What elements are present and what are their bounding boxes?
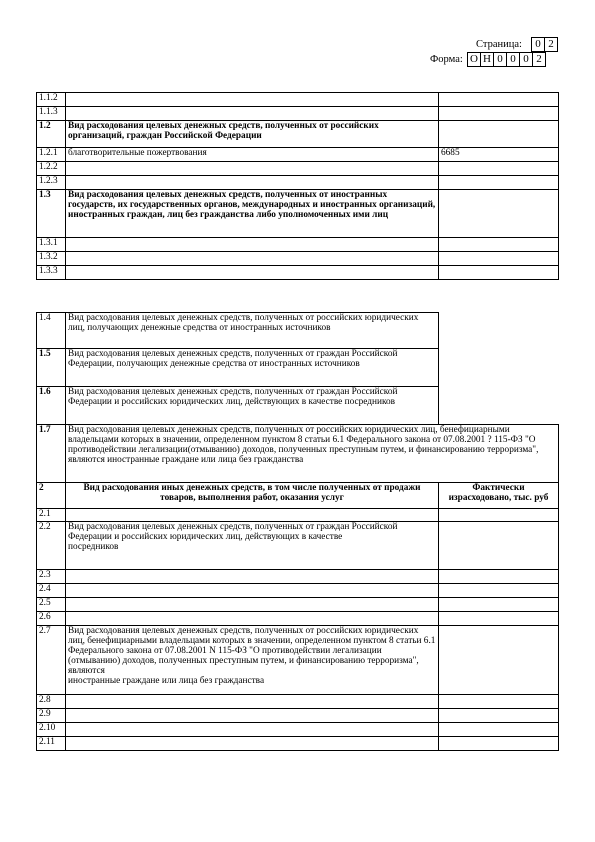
table-row — [37, 93, 559, 107]
table-row — [37, 584, 559, 598]
expenses-table-1 — [36, 92, 559, 280]
table-row — [37, 162, 559, 176]
row-code: 1.2.3 — [37, 176, 66, 190]
row-value — [439, 190, 559, 238]
row-value — [439, 121, 559, 148]
row-value — [439, 598, 559, 612]
row-code: 1.3.3 — [37, 266, 66, 280]
row-code: 2.5 — [37, 598, 66, 612]
row-code: 2.10 — [37, 723, 66, 737]
table-row — [37, 387, 559, 425]
value-column-title: Фактически израсходовано, тыс. руб — [439, 483, 559, 509]
row-text: благотворительные пожертвования — [66, 148, 439, 162]
table-row — [37, 266, 559, 280]
row-text — [66, 723, 439, 737]
table-row — [37, 626, 559, 695]
table-row — [37, 176, 559, 190]
section-title: Вид расходования иных денежных средств, в том числе полученных от продажи товаров, выполнения работ, оказания услуг — [66, 483, 439, 509]
row-text — [66, 93, 439, 107]
row-code: 1.5 — [37, 349, 66, 387]
row-code: 1.2.1 — [37, 148, 66, 162]
row-value — [439, 522, 559, 570]
row-text — [66, 509, 439, 522]
table-row — [37, 598, 559, 612]
row-code: 1.1.2 — [37, 93, 66, 107]
row-text — [66, 737, 439, 751]
table-row — [37, 121, 559, 148]
row-value — [439, 162, 559, 176]
row-code: 2.3 — [37, 570, 66, 584]
row-text: Вид расходования целевых денежных средств, полученных от граждан Российской Федерации и российских юридических лиц, действующих в качестве посредников — [66, 387, 439, 425]
form-char: 0 — [493, 52, 507, 67]
table-row — [37, 695, 559, 709]
table-row — [37, 238, 559, 252]
row-code: 1.3.2 — [37, 252, 66, 266]
row-text — [66, 709, 439, 723]
row-text — [66, 107, 439, 121]
row-code: 2.8 — [37, 695, 66, 709]
row-text — [66, 584, 439, 598]
row-text: Вид расходования целевых денежных средств, полученных от российских юридических лиц, получающих денежные средства от иностранных источников — [66, 313, 439, 349]
form-char: 2 — [532, 52, 546, 67]
row-text: Вид расходования целевых денежных средств, полученных от российских организаций, граждан Российской Федерации — [66, 121, 439, 148]
table-row — [37, 723, 559, 737]
row-value — [439, 93, 559, 107]
row-code: 2.4 — [37, 584, 66, 598]
row-value — [439, 266, 559, 280]
row-text — [66, 266, 439, 280]
row-value — [439, 238, 559, 252]
row-value — [439, 176, 559, 190]
section-code: 2 — [37, 483, 66, 509]
row-text — [66, 176, 439, 190]
row-text — [66, 252, 439, 266]
row-code: 1.6 — [37, 387, 66, 425]
page-digit: 2 — [544, 37, 558, 52]
row-value — [439, 723, 559, 737]
row-text — [66, 570, 439, 584]
form-char: Н — [480, 52, 494, 67]
table-row — [37, 190, 559, 238]
table-row — [37, 148, 559, 162]
table-row — [37, 509, 559, 522]
table-row — [37, 737, 559, 751]
row-value: 6685 — [439, 148, 559, 162]
table-row — [37, 709, 559, 723]
row-value — [439, 252, 559, 266]
row-code: 1.1.3 — [37, 107, 66, 121]
table-row — [37, 425, 559, 483]
row-text: Вид расходования целевых денежных средств, полученных от российских юридических лиц, бенефициарными владельцами которых в значении, определенном пунктом 8 статьи 6.1 Федерального закона от 07.08.2001 ? 115-ФЗ "О противодействии легализации(отмыванию) доходов, полученных преступным путем, и финансированию терроризма", являются иностранные граждане или лица без гражданства — [66, 425, 559, 483]
row-value — [439, 612, 559, 626]
table-row — [37, 570, 559, 584]
row-code: 1.7 — [37, 425, 66, 483]
row-text — [66, 598, 439, 612]
row-code: 1.2.2 — [37, 162, 66, 176]
table-row — [37, 612, 559, 626]
row-value — [439, 570, 559, 584]
row-code: 2.11 — [37, 737, 66, 751]
row-code: 2.7 — [37, 626, 66, 695]
row-code: 1.2 — [37, 121, 66, 148]
table-row — [37, 313, 559, 349]
form-char: 0 — [506, 52, 520, 67]
row-value — [439, 709, 559, 723]
form-char: 0 — [519, 52, 533, 67]
row-text — [66, 612, 439, 626]
row-code: 2.6 — [37, 612, 66, 626]
row-value — [439, 584, 559, 598]
row-value — [439, 387, 559, 425]
row-code: 2.1 — [37, 509, 66, 522]
row-text — [66, 162, 439, 176]
row-value — [439, 349, 559, 387]
table-row — [37, 107, 559, 121]
row-code: 1.4 — [37, 313, 66, 349]
table-row — [37, 252, 559, 266]
row-value — [439, 695, 559, 709]
row-text — [66, 238, 439, 252]
row-value — [439, 313, 559, 349]
row-value — [439, 509, 559, 522]
form-code-cells — [467, 52, 546, 67]
row-code: 1.3 — [37, 190, 66, 238]
row-text: Вид расходования целевых денежных средств, полученных от иностранных государств, их государственных органов, международных и иностранных организаций, иностранных граждан, лиц без гражданства либо уполномоченных ими лиц — [66, 190, 439, 238]
row-text — [66, 695, 439, 709]
row-code: 1.3.1 — [37, 238, 66, 252]
row-value — [439, 626, 559, 695]
row-text: Вид расходования целевых денежных средств, полученных от российских юридических лиц, бенефициарными владельцами которых в значении, определенном пунктом 8 статьи 6.1 Федерального закона от 07.08.2001 N 115-ФЗ "О противодействии легализации (отмыванию) доходов, полученных преступным путем, и финансированию терроризма", являются иностранные граждане или лица без гражданства — [66, 626, 439, 695]
page-label: Страница: — [476, 39, 522, 50]
row-code: 2.9 — [37, 709, 66, 723]
table-row — [37, 522, 559, 570]
row-value — [439, 737, 559, 751]
table-row — [37, 349, 559, 387]
section-header-row — [37, 483, 559, 509]
page-digit: 0 — [531, 37, 545, 52]
form-char: О — [467, 52, 481, 67]
row-value — [439, 107, 559, 121]
row-text: Вид расходования целевых денежных средств, полученных от граждан Российской Федерации и российских юридических лиц, действующих в качестве посредников — [66, 522, 439, 570]
form-label: Форма: — [430, 54, 463, 65]
row-code: 2.2 — [37, 522, 66, 570]
row-text: Вид расходования целевых денежных средств, полученных от граждан Российской Федерации, получающих денежные средства от иностранных источников — [66, 349, 439, 387]
page-number-cells — [531, 37, 558, 52]
expenses-table-2 — [36, 312, 559, 751]
